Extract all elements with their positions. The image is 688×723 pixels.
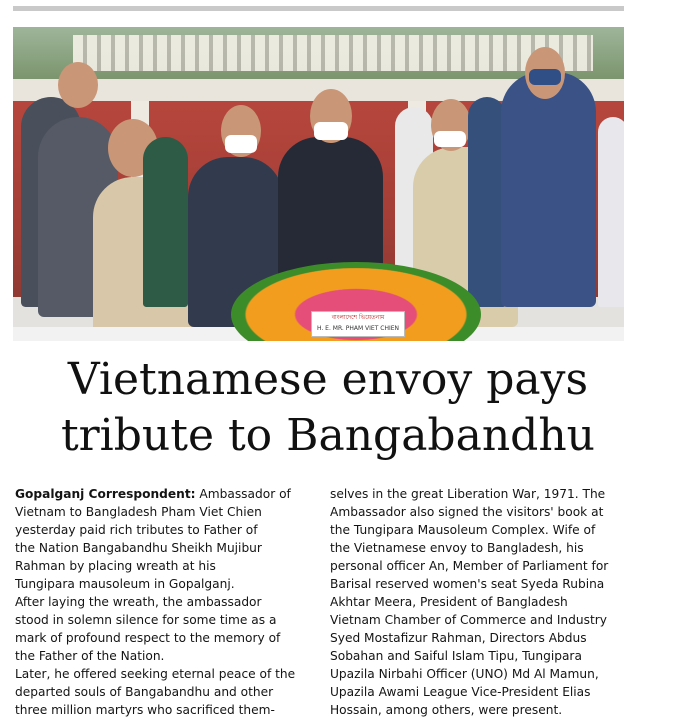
face-mask: [314, 122, 348, 140]
headline: [13, 352, 643, 464]
article-line: Syed Mostafizur Rahman, Directors Abdus: [330, 631, 587, 645]
article-line: the Vietnamese envoy to Bangladesh, his: [330, 541, 584, 555]
face-mask: [529, 69, 561, 85]
article-line: three million martyrs who sacrificed them-: [15, 703, 275, 717]
article-line: Ambassador also signed the visitors' book at: [330, 505, 604, 519]
article-line: Hossain, among others, were present.: [330, 703, 563, 717]
article-line-text: Ambassador of: [195, 487, 291, 501]
news-photo: [13, 27, 624, 341]
wreath-card-line2: H. E. MR. PHAM VIET CHIEN: [316, 325, 400, 332]
person-figure: [598, 117, 624, 307]
article-line: the Tungipara Mausoleum Complex. Wife of: [330, 523, 596, 537]
article-line: the Father of the Nation.: [15, 649, 165, 663]
article-line: Later, he offered seeking eternal peace of the: [15, 667, 296, 681]
article-line: After laying the wreath, the ambassador: [15, 595, 262, 609]
article-line: Upazila Awami League Vice-President Elias: [330, 685, 591, 699]
article-line: stood in solemn silence for some time as a: [15, 613, 277, 627]
byline: Gopalganj Correspondent:: [15, 487, 196, 501]
article-line: mark of profound respect to the memory of: [15, 631, 281, 645]
article-line: Tungipara mausoleum in Gopalganj.: [15, 577, 235, 591]
person-figure: [143, 137, 188, 307]
article-line: selves in the great Liberation War, 1971. The: [330, 487, 606, 501]
top-rule: [13, 6, 624, 11]
wreath-card: [311, 311, 405, 337]
article-column-right: [330, 485, 635, 719]
article-line: Vietnam Chamber of Commerce and Industry: [330, 613, 607, 627]
article-line: yesterday paid rich tributes to Father of: [15, 523, 258, 537]
wreath-card-line1: বাংলাদেশে ভিয়েতনাম: [331, 314, 385, 321]
headline-line2: tribute to Bangabandhu: [60, 410, 596, 461]
face-mask: [225, 135, 257, 153]
person-figure: [501, 72, 596, 307]
article-line: departed souls of Bangabandhu and other: [15, 685, 274, 699]
article-line: [15, 485, 320, 503]
article-line: Sobahan and Saiful Islam Tipu, Tungipara: [330, 649, 582, 663]
photo-roof: [73, 35, 593, 71]
face-mask: [434, 131, 466, 147]
article-body: [15, 485, 645, 717]
article-column-left: [15, 485, 320, 719]
article-line: Rahman by placing wreath at his: [15, 559, 216, 573]
article-line: Akhtar Meera, President of Bangladesh: [330, 595, 568, 609]
article-line: the Nation Bangabandhu Sheikh Mujibur: [15, 541, 262, 555]
person-head: [58, 62, 98, 108]
article-line: Vietnam to Bangladesh Pham Viet Chien: [15, 505, 262, 519]
article-line: personal officer An, Member of Parliament for: [330, 559, 609, 573]
article-line: Upazila Nirbahi Officer (UNO) Md Al Mamun,: [330, 667, 599, 681]
headline-line1: Vietnamese envoy pays: [67, 354, 589, 405]
article-line: Barisal reserved women's seat Syeda Rubina: [330, 577, 605, 591]
